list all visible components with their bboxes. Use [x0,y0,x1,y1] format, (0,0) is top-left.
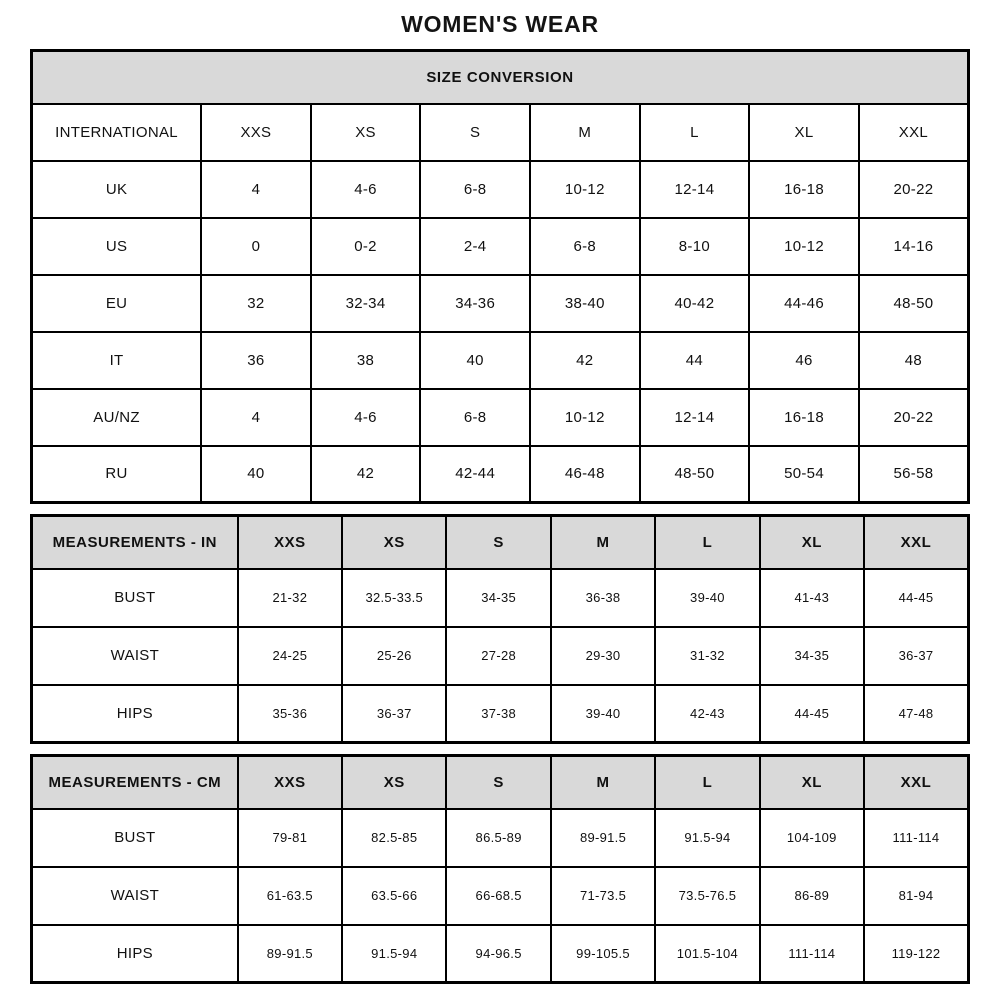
size-cell: 6-8 [420,161,530,218]
column-header: XS [311,104,421,161]
table-row [32,332,969,389]
row-label: BUST [32,809,238,867]
measurement-cell: 31-32 [655,627,759,685]
size-cell: 4 [201,161,311,218]
table-row [32,446,969,503]
measurement-cell: 27-28 [446,627,550,685]
measurement-cell: 36-38 [551,569,655,627]
size-cell: 16-18 [749,161,859,218]
column-header-row [32,756,969,809]
measurement-cell: 86.5-89 [446,809,550,867]
size-cell: 42 [311,446,421,503]
size-cell: 10-12 [530,389,640,446]
row-label: BUST [32,569,238,627]
table-row [32,925,969,983]
table-title: MEASUREMENTS - CM [32,756,238,809]
measurement-cell: 44-45 [864,569,968,627]
row-label: RU [32,446,202,503]
measurement-cell: 25-26 [342,627,446,685]
column-header: XXS [201,104,311,161]
measurements-in-table [30,514,970,744]
row-label: AU/NZ [32,389,202,446]
column-header: XXL [864,756,968,809]
measurement-cell: 29-30 [551,627,655,685]
column-header: XXL [859,104,969,161]
column-header: XL [749,104,859,161]
measurement-cell: 94-96.5 [446,925,550,983]
measurement-cell: 86-89 [760,867,864,925]
measurement-cell: 111-114 [864,809,968,867]
table-title-row [32,51,969,104]
measurement-cell: 91.5-94 [342,925,446,983]
measurement-cell: 81-94 [864,867,968,925]
size-cell: 40-42 [640,275,750,332]
table-row [32,627,969,685]
measurement-cell: 21-32 [238,569,342,627]
column-header: S [420,104,530,161]
column-header: S [446,756,550,809]
measurement-cell: 79-81 [238,809,342,867]
size-cell: 32-34 [311,275,421,332]
row-label: HIPS [32,925,238,983]
measurement-cell: 82.5-85 [342,809,446,867]
table-row [32,809,969,867]
row-label: US [32,218,202,275]
measurement-cell: 104-109 [760,809,864,867]
measurement-cell: 35-36 [238,685,342,743]
size-cell: 46-48 [530,446,640,503]
size-cell: 10-12 [749,218,859,275]
size-cell: 46 [749,332,859,389]
size-cell: 8-10 [640,218,750,275]
measurement-cell: 119-122 [864,925,968,983]
column-header: XS [342,756,446,809]
size-cell: 48-50 [640,446,750,503]
size-cell: 20-22 [859,161,969,218]
size-cell: 40 [420,332,530,389]
measurement-cell: 89-91.5 [551,809,655,867]
measurement-cell: 101.5-104 [655,925,759,983]
column-header: XXL [864,516,968,569]
size-cell: 44 [640,332,750,389]
measurement-cell: 44-45 [760,685,864,743]
column-header: XXS [238,756,342,809]
column-header: XXS [238,516,342,569]
size-cell: 40 [201,446,311,503]
measurement-cell: 36-37 [342,685,446,743]
size-conversion-table [30,49,970,504]
size-cell: 10-12 [530,161,640,218]
row-label: WAIST [32,867,238,925]
column-header: XL [760,756,864,809]
table-row [32,218,969,275]
measurement-cell: 66-68.5 [446,867,550,925]
measurement-cell: 32.5-33.5 [342,569,446,627]
size-cell: 34-36 [420,275,530,332]
size-cell: 38 [311,332,421,389]
measurement-cell: 24-25 [238,627,342,685]
size-cell: 20-22 [859,389,969,446]
row-label: UK [32,161,202,218]
row-label: WAIST [32,627,238,685]
size-cell: 12-14 [640,389,750,446]
size-cell: 44-46 [749,275,859,332]
measurement-cell: 89-91.5 [238,925,342,983]
column-header: M [551,516,655,569]
size-cell: 6-8 [420,389,530,446]
size-cell: 2-4 [420,218,530,275]
measurement-cell: 91.5-94 [655,809,759,867]
measurement-cell: 36-37 [864,627,968,685]
table-row [32,275,969,332]
size-cell: 16-18 [749,389,859,446]
size-cell: 48 [859,332,969,389]
size-cell: 38-40 [530,275,640,332]
row-label: EU [32,275,202,332]
size-cell: 42 [530,332,640,389]
measurement-cell: 37-38 [446,685,550,743]
column-header: L [655,756,759,809]
size-cell: 0-2 [311,218,421,275]
column-header: XL [760,516,864,569]
column-header: M [551,756,655,809]
column-header: S [446,516,550,569]
table-row [32,389,969,446]
table-row [32,569,969,627]
size-cell: 4-6 [311,161,421,218]
column-header: L [640,104,750,161]
column-header: INTERNATIONAL [32,104,202,161]
column-header-row [32,516,969,569]
row-label: HIPS [32,685,238,743]
size-cell: 0 [201,218,311,275]
measurement-cell: 34-35 [760,627,864,685]
size-cell: 56-58 [859,446,969,503]
measurement-cell: 39-40 [551,685,655,743]
column-header-row [32,104,969,161]
page-title: WOMEN'S WEAR [401,11,599,37]
size-cell: 32 [201,275,311,332]
column-header: L [655,516,759,569]
measurement-cell: 41-43 [760,569,864,627]
size-cell: 4 [201,389,311,446]
measurement-cell: 71-73.5 [551,867,655,925]
row-label: IT [32,332,202,389]
size-cell: 50-54 [749,446,859,503]
size-cell: 36 [201,332,311,389]
measurement-cell: 39-40 [655,569,759,627]
measurements-cm-table [30,754,970,984]
size-cell: 14-16 [859,218,969,275]
measurement-cell: 42-43 [655,685,759,743]
measurement-cell: 61-63.5 [238,867,342,925]
size-cell: 6-8 [530,218,640,275]
measurement-cell: 99-105.5 [551,925,655,983]
measurement-cell: 34-35 [446,569,550,627]
size-cell: 48-50 [859,275,969,332]
measurement-cell: 47-48 [864,685,968,743]
column-header: XS [342,516,446,569]
measurement-cell: 73.5-76.5 [655,867,759,925]
size-cell: 42-44 [420,446,530,503]
table-title: SIZE CONVERSION [32,51,969,104]
table-row [32,161,969,218]
size-cell: 12-14 [640,161,750,218]
column-header: M [530,104,640,161]
measurement-cell: 111-114 [760,925,864,983]
table-title: MEASUREMENTS - IN [32,516,238,569]
size-cell: 4-6 [311,389,421,446]
measurement-cell: 63.5-66 [342,867,446,925]
table-row [32,867,969,925]
table-row [32,685,969,743]
